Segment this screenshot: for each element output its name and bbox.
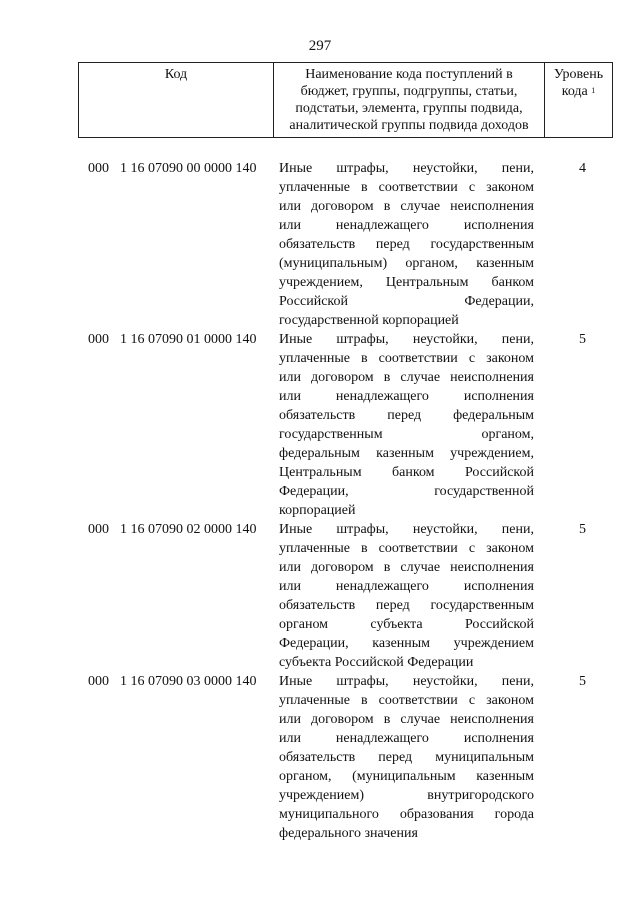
name-line: или договором в случае неисполнения [279, 712, 534, 727]
name-line: или договором в случае неисполнения [279, 199, 534, 214]
table-row [78, 159, 613, 330]
header-code-column: Код [79, 63, 274, 137]
name-line: или договором в случае неисполнения [279, 560, 534, 575]
name-line: Центральным банком Российской [279, 465, 534, 480]
name-line: уплаченные в соответствии с законом [279, 693, 534, 708]
header-name-line: подстатьи, элемента, группы подвида, [295, 101, 523, 116]
name-line: учреждением, Центральным банком [279, 275, 534, 290]
name-line: корпорацией [279, 503, 356, 518]
name-line: государственным органом, [279, 427, 534, 442]
level-cell: 5 [579, 674, 586, 689]
admin-code-cell: 000 [88, 161, 109, 176]
name-line: субъекта Российской Федерации [279, 655, 474, 670]
name-line: обязательств перед государственным [279, 598, 534, 613]
level-cell: 5 [579, 332, 586, 347]
page-number: 297 [308, 38, 332, 54]
table-header [78, 62, 613, 138]
name-line: уплаченные в соответствии с законом [279, 180, 534, 195]
header-name-line: аналитической группы подвида доходов [289, 118, 529, 133]
table-row [78, 330, 613, 520]
table-row [78, 520, 613, 672]
name-line: Иные штрафы, неустойки, пени, [279, 161, 534, 176]
header-level-word: кода [561, 84, 588, 99]
level-cell: 5 [579, 522, 586, 537]
name-line: муниципального образования города [279, 807, 534, 822]
name-line: Федерации, казенным учреждением [279, 636, 534, 651]
name-line: уплаченные в соответствии с законом [279, 541, 534, 556]
header-name-line: Наименование кода поступлений в [305, 67, 513, 82]
name-line: (муниципальным) органом, казенным [279, 256, 534, 271]
admin-code-cell: 000 [88, 332, 109, 347]
header-name-column [274, 63, 545, 137]
name-line: Российской Федерации, [279, 294, 534, 309]
name-line: или договором в случае неисполнения [279, 370, 534, 385]
name-line: или ненадлежащего исполнения [279, 731, 534, 746]
name-line: обязательств перед федеральным [279, 408, 534, 423]
admin-code-cell: 000 [88, 522, 109, 537]
revenue-code-cell: 1 16 07090 00 0000 140 [120, 161, 257, 176]
revenue-name-cell [273, 520, 544, 672]
revenue-code-cell: 1 16 07090 03 0000 140 [120, 674, 257, 689]
name-line: государственной корпорацией [279, 313, 459, 328]
name-line: уплаченные в соответствии с законом [279, 351, 534, 366]
name-line: или ненадлежащего исполнения [279, 389, 534, 404]
revenue-code-cell: 1 16 07090 01 0000 140 [120, 332, 257, 347]
header-level-line: Уровень [553, 67, 604, 82]
header-name-line: бюджет, группы, подгруппы, статьи, [300, 84, 518, 99]
name-line: или ненадлежащего исполнения [279, 579, 534, 594]
name-line: обязательств перед муниципальным [279, 750, 534, 765]
name-line: или ненадлежащего исполнения [279, 218, 534, 233]
name-line: Иные штрафы, неустойки, пени, [279, 522, 534, 537]
revenue-name-cell [273, 672, 544, 843]
name-line: Федерации, государственной [279, 484, 534, 499]
revenue-name-cell [273, 159, 544, 330]
header-level-line [545, 83, 612, 100]
name-line: учреждением) внутригородского [279, 788, 534, 803]
table-body [78, 159, 613, 843]
header-level-column [545, 63, 612, 137]
name-line: федерального значения [279, 826, 418, 841]
name-line: Иные штрафы, неустойки, пени, [279, 674, 534, 689]
level-cell: 4 [579, 161, 586, 176]
admin-code-cell: 000 [88, 674, 109, 689]
name-line: Иные штрафы, неустойки, пени, [279, 332, 534, 347]
revenue-code-cell: 1 16 07090 02 0000 140 [120, 522, 257, 537]
name-line: федеральным казенным учреждением, [279, 446, 534, 461]
footnote-marker: 1 [591, 86, 596, 95]
table-row [78, 672, 613, 843]
name-line: обязательств перед государственным [279, 237, 534, 252]
name-line: органом, (муниципальным казенным [279, 769, 534, 784]
name-line: органом субъекта Российской [279, 617, 534, 632]
revenue-name-cell [273, 330, 544, 520]
